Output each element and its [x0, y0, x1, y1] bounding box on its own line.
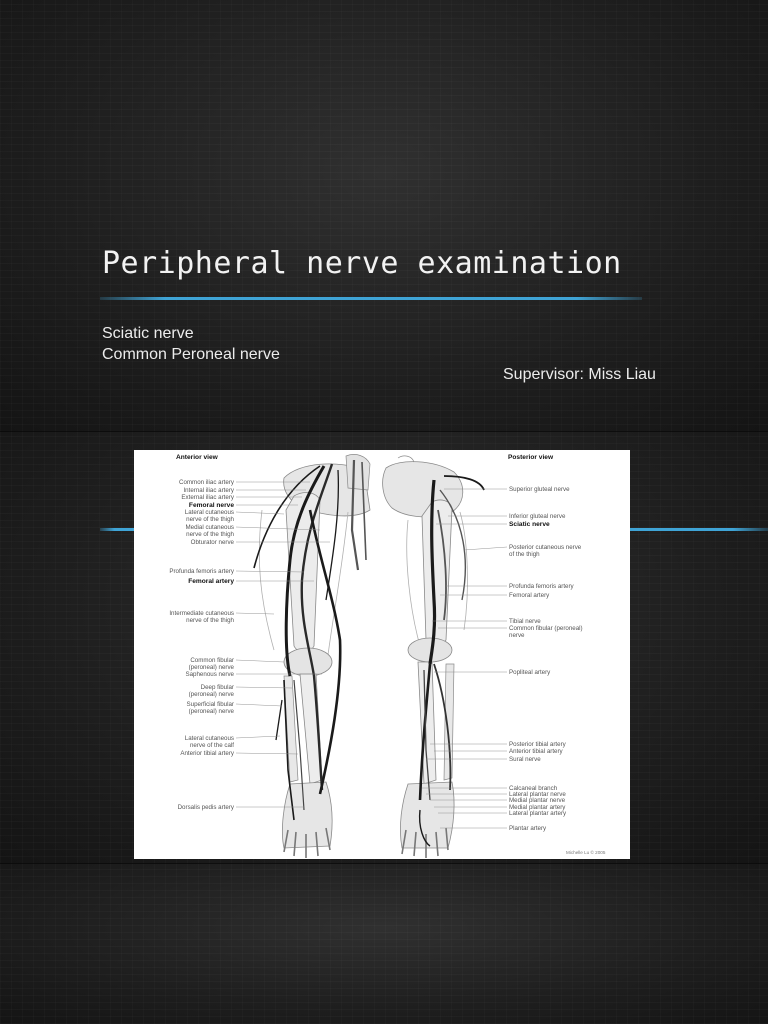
anterior-label: Common fibular: [190, 657, 234, 664]
subtitle-line-common-peroneal: Common Peroneal nerve: [102, 346, 280, 363]
anterior-label: Anterior tibial artery: [180, 750, 234, 757]
leg-nerve-anatomy-figure: [134, 450, 630, 859]
title-underline: [100, 297, 642, 300]
anterior-label: (peroneal) nerve: [188, 708, 234, 715]
anterior-label: Common iliac artery: [178, 479, 234, 486]
posterior-label: Medial plantar nerve: [509, 797, 566, 804]
next-slide: [0, 864, 768, 1024]
posterior-label: nerve: [509, 632, 525, 639]
anterior-label: nerve of the thigh: [186, 531, 234, 538]
anterior-label: nerve of the thigh: [186, 617, 234, 624]
anterior-label: Internal iliac artery: [183, 487, 234, 494]
anterior-label: Intermediate cutaneous: [169, 610, 234, 617]
posterior-label: Common fibular (peroneal): [509, 625, 583, 632]
slide-accent-rule-left: [100, 528, 136, 531]
anterior-label: Dorsalis pedis artery: [177, 804, 234, 811]
posterior-label: Superior gluteal nerve: [509, 486, 570, 493]
anterior-label: Lateral cutaneous: [184, 509, 234, 516]
anterior-label: nerve of the thigh: [186, 516, 234, 523]
anterior-label: nerve of the calf: [189, 742, 234, 749]
label-leader-lines: [236, 482, 507, 828]
posterior-label: Anterior tibial artery: [509, 748, 563, 755]
anterior-label: (peroneal) nerve: [188, 664, 234, 671]
posterior-label: Posterior tibial artery: [509, 741, 566, 748]
posterior-label: Popliteal artery: [509, 669, 551, 676]
posterior-label: Posterior cutaneous nerve: [509, 544, 582, 551]
anterior-label: Profunda femoris artery: [169, 568, 234, 575]
posterior-label: Plantar artery: [509, 825, 547, 832]
posterior-label: Medial plantar artery: [509, 804, 566, 811]
posterior-leg-illustration: [383, 456, 484, 858]
anterior-leader-line: [236, 736, 280, 738]
posterior-label: Lateral plantar nerve: [509, 791, 566, 798]
posterior-label: Calcaneal branch: [509, 785, 558, 792]
anterior-label: Deep fibular: [200, 684, 234, 691]
anterior-leader-line: [236, 660, 284, 662]
anterior-label: Femoral nerve: [188, 502, 234, 509]
figure-credit: Michelle Lu © 2005: [566, 850, 606, 855]
anterior-label: Femoral artery: [188, 578, 234, 585]
slide-accent-rule-right: [628, 528, 768, 531]
posterior-view-heading: Posterior view: [508, 454, 554, 461]
anterior-label: Obturator nerve: [190, 539, 234, 546]
slide-title: Peripheral nerve examination: [102, 246, 622, 281]
posterior-label: Inferior gluteal nerve: [509, 513, 566, 520]
anterior-label: Lateral cutaneous: [184, 735, 234, 742]
posterior-label: Sciatic nerve: [509, 521, 550, 528]
anterior-leader-line: [236, 704, 282, 706]
anterior-label: Superficial fibular: [186, 701, 234, 708]
posterior-label: Femoral artery: [509, 592, 550, 599]
figure-slide: [0, 432, 768, 864]
posterior-label: Tibial nerve: [509, 618, 541, 625]
posterior-label: of the thigh: [509, 551, 540, 558]
posterior-label: Sural nerve: [509, 756, 541, 763]
posterior-labels: [509, 486, 583, 832]
anterior-label: Medial cutaneous: [185, 524, 234, 531]
title-slide: [0, 0, 768, 432]
posterior-label: Lateral plantar artery: [509, 810, 567, 817]
anterior-view-heading: Anterior view: [176, 454, 218, 461]
anterior-label: (peroneal) nerve: [188, 691, 234, 698]
anterior-label: Saphenous nerve: [185, 671, 234, 678]
subtitle-line-sciatic: Sciatic nerve: [102, 325, 194, 342]
posterior-leader-line: [464, 547, 507, 550]
anterior-labels: [169, 479, 235, 811]
anterior-leader-line: [236, 613, 274, 614]
posterior-label: Profunda femoris artery: [509, 583, 574, 590]
anterior-label: External iliac artery: [181, 494, 234, 501]
supervisor-text: Supervisor: Miss Liau: [503, 366, 656, 383]
anterior-leg-illustration: [254, 454, 370, 858]
